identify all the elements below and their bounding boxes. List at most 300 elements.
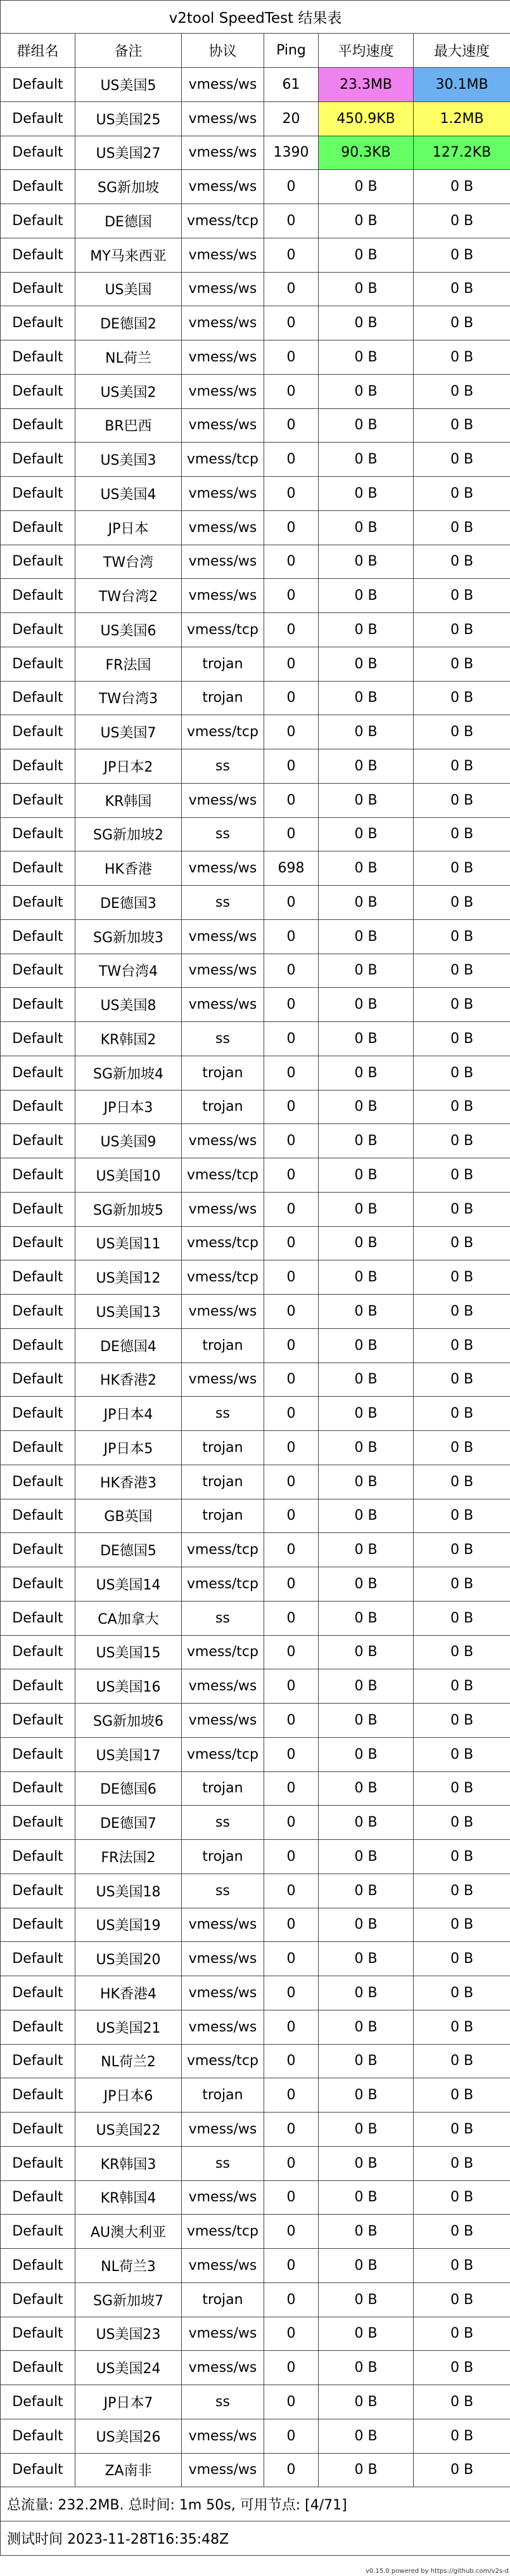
cell-avg-speed: 0 B <box>319 443 414 477</box>
cell-remark: KR韩国 <box>75 783 182 817</box>
cell-ping: 0 <box>264 510 319 545</box>
cell-group: Default <box>1 1362 75 1397</box>
cell-protocol: vmess/ws <box>182 238 264 272</box>
cell-max-speed: 0 B <box>414 443 510 477</box>
cell-ping: 0 <box>264 170 319 204</box>
cell-avg-speed: 0 B <box>319 510 414 545</box>
cell-protocol: trojan <box>182 2078 264 2113</box>
cell-ping: 61 <box>264 68 319 102</box>
col-header-group: 群组名 <box>1 34 75 68</box>
cell-protocol: trojan <box>182 1431 264 1465</box>
cell-group: Default <box>1 2351 75 2385</box>
cell-ping: 0 <box>264 1601 319 1635</box>
table-row <box>1 1771 510 1806</box>
cell-protocol: vmess/ws <box>182 170 264 204</box>
cell-protocol: ss <box>182 1874 264 1908</box>
cell-ping: 0 <box>264 919 319 954</box>
cell-avg-speed: 0 B <box>319 954 414 988</box>
test-time-text: 测试时间 2023-11-28T16:35:48Z <box>1 2521 510 2556</box>
cell-group: Default <box>1 579 75 613</box>
cell-remark: US美国10 <box>75 1158 182 1193</box>
cell-remark: SG新加坡3 <box>75 919 182 954</box>
cell-ping: 0 <box>264 1635 319 1669</box>
cell-group: Default <box>1 408 75 443</box>
cell-max-speed: 0 B <box>414 1908 510 1942</box>
cell-remark: JP日本5 <box>75 1431 182 1465</box>
cell-avg-speed: 0 B <box>319 1192 414 1226</box>
cell-avg-speed: 0 B <box>319 2146 414 2180</box>
cell-avg-speed: 0 B <box>319 2215 414 2249</box>
cell-group: Default <box>1 1431 75 1465</box>
cell-max-speed: 0 B <box>414 1295 510 1329</box>
cell-avg-speed: 0 B <box>319 2010 414 2044</box>
cell-avg-speed: 0 B <box>319 919 414 954</box>
cell-max-speed: 0 B <box>414 715 510 749</box>
cell-group: Default <box>1 1090 75 1124</box>
cell-protocol: vmess/tcp <box>182 1158 264 1193</box>
cell-max-speed: 0 B <box>414 2215 510 2249</box>
table-row <box>1 783 510 817</box>
cell-protocol: vmess/ws <box>182 1295 264 1329</box>
cell-group: Default <box>1 1328 75 1362</box>
table-row <box>1 272 510 306</box>
cell-ping: 0 <box>264 1158 319 1193</box>
table-row <box>1 1499 510 1533</box>
cell-avg-speed: 23.3MB <box>319 68 414 102</box>
cell-protocol: vmess/ws <box>182 919 264 954</box>
table-row <box>1 1806 510 1840</box>
cell-remark: HK香港 <box>75 851 182 886</box>
cell-remark: DE德国7 <box>75 1806 182 1840</box>
cell-ping: 0 <box>264 1056 319 1090</box>
cell-group: Default <box>1 1908 75 1942</box>
table-row <box>1 851 510 886</box>
cell-group: Default <box>1 1158 75 1193</box>
cell-ping: 0 <box>264 2215 319 2249</box>
cell-protocol: trojan <box>182 647 264 681</box>
col-header-protocol: 协议 <box>182 34 264 68</box>
cell-max-speed: 0 B <box>414 1533 510 1567</box>
cell-ping: 0 <box>264 613 319 647</box>
cell-max-speed: 0 B <box>414 1635 510 1669</box>
cell-ping: 0 <box>264 374 319 408</box>
cell-group: Default <box>1 170 75 204</box>
table-row <box>1 1090 510 1124</box>
cell-group: Default <box>1 2419 75 2453</box>
cell-group: Default <box>1 2044 75 2078</box>
cell-avg-speed: 0 B <box>319 1771 414 1806</box>
cell-max-speed: 0 B <box>414 1601 510 1635</box>
table-row <box>1 2215 510 2249</box>
cell-max-speed: 0 B <box>414 851 510 886</box>
cell-ping: 0 <box>264 408 319 443</box>
cell-avg-speed: 0 B <box>319 1874 414 1908</box>
cell-avg-speed: 0 B <box>319 1669 414 1704</box>
cell-ping: 0 <box>264 1669 319 1704</box>
cell-avg-speed: 0 B <box>319 374 414 408</box>
cell-protocol: vmess/ws <box>182 408 264 443</box>
cell-protocol: vmess/ws <box>182 510 264 545</box>
table-row <box>1 101 510 136</box>
cell-protocol: vmess/tcp <box>182 613 264 647</box>
cell-avg-speed: 0 B <box>319 1533 414 1567</box>
cell-ping: 0 <box>264 1976 319 2010</box>
cell-avg-speed: 0 B <box>319 783 414 817</box>
table-row <box>1 1874 510 1908</box>
cell-remark: DE德国5 <box>75 1533 182 1567</box>
cell-protocol: vmess/tcp <box>182 443 264 477</box>
cell-avg-speed: 90.3KB <box>319 136 414 170</box>
cell-remark: US美国11 <box>75 1226 182 1260</box>
table-row <box>1 2078 510 2113</box>
table-row <box>1 510 510 545</box>
table-row <box>1 919 510 954</box>
cell-group: Default <box>1 1226 75 1260</box>
cell-avg-speed: 0 B <box>319 2078 414 2113</box>
cell-remark: KR韩国4 <box>75 2180 182 2215</box>
cell-protocol: vmess/ws <box>182 1362 264 1397</box>
cell-remark: US美国8 <box>75 988 182 1022</box>
cell-ping: 0 <box>264 238 319 272</box>
cell-remark: US美国26 <box>75 2419 182 2453</box>
cell-max-speed: 0 B <box>414 2146 510 2180</box>
cell-remark: HK香港2 <box>75 1362 182 1397</box>
col-header-remark: 备注 <box>75 34 182 68</box>
cell-avg-speed: 0 B <box>319 204 414 238</box>
cell-ping: 0 <box>264 1295 319 1329</box>
cell-max-speed: 0 B <box>414 272 510 306</box>
cell-remark: JP日本 <box>75 510 182 545</box>
cell-remark: US美国25 <box>75 101 182 136</box>
cell-max-speed: 0 B <box>414 579 510 613</box>
cell-remark: US美国3 <box>75 443 182 477</box>
cell-group: Default <box>1 101 75 136</box>
cell-remark: KR韩国2 <box>75 1022 182 1056</box>
table-row <box>1 545 510 579</box>
cell-group: Default <box>1 204 75 238</box>
table-row <box>1 443 510 477</box>
cell-remark: DE德国6 <box>75 1771 182 1806</box>
cell-max-speed: 0 B <box>414 1397 510 1431</box>
table-row <box>1 1908 510 1942</box>
cell-group: Default <box>1 1704 75 1738</box>
cell-remark: DE德国4 <box>75 1328 182 1362</box>
cell-max-speed: 0 B <box>414 2010 510 2044</box>
cell-remark: US美国18 <box>75 1874 182 1908</box>
table-row <box>1 1942 510 1976</box>
cell-max-speed: 0 B <box>414 613 510 647</box>
cell-max-speed: 0 B <box>414 238 510 272</box>
cell-remark: US美国5 <box>75 68 182 102</box>
table-row <box>1 136 510 170</box>
cell-ping: 0 <box>264 340 319 375</box>
cell-protocol: trojan <box>182 1090 264 1124</box>
cell-avg-speed: 0 B <box>319 886 414 920</box>
cell-max-speed: 0 B <box>414 510 510 545</box>
cell-remark: TW台湾3 <box>75 681 182 715</box>
cell-max-speed: 0 B <box>414 2078 510 2113</box>
table-row <box>1 988 510 1022</box>
cell-avg-speed: 0 B <box>319 851 414 886</box>
cell-remark: US美国27 <box>75 136 182 170</box>
cell-group: Default <box>1 477 75 511</box>
cell-remark: JP日本4 <box>75 1397 182 1431</box>
cell-group: Default <box>1 886 75 920</box>
table-row <box>1 1124 510 1158</box>
cell-max-speed: 0 B <box>414 2282 510 2317</box>
cell-max-speed: 0 B <box>414 1499 510 1533</box>
cell-group: Default <box>1 1840 75 1874</box>
table-row <box>1 204 510 238</box>
cell-ping: 0 <box>264 1260 319 1295</box>
cell-remark: MY马来西亚 <box>75 238 182 272</box>
cell-group: Default <box>1 2282 75 2317</box>
cell-protocol: vmess/tcp <box>182 204 264 238</box>
cell-max-speed: 0 B <box>414 2385 510 2419</box>
cell-remark: DE德国2 <box>75 306 182 340</box>
cell-avg-speed: 0 B <box>319 545 414 579</box>
cell-avg-speed: 0 B <box>319 1328 414 1362</box>
cell-ping: 0 <box>264 1771 319 1806</box>
cell-max-speed: 0 B <box>414 1124 510 1158</box>
cell-max-speed: 0 B <box>414 2419 510 2453</box>
cell-group: Default <box>1 817 75 851</box>
cell-avg-speed: 0 B <box>319 1976 414 2010</box>
cell-avg-speed: 0 B <box>319 749 414 784</box>
cell-protocol: trojan <box>182 1465 264 1499</box>
table-row <box>1 2146 510 2180</box>
cell-max-speed: 0 B <box>414 2249 510 2283</box>
cell-avg-speed: 0 B <box>319 2044 414 2078</box>
cell-protocol: trojan <box>182 2282 264 2317</box>
cell-max-speed: 0 B <box>414 1737 510 1771</box>
cell-protocol: ss <box>182 1601 264 1635</box>
cell-protocol: vmess/ws <box>182 2113 264 2147</box>
cell-ping: 0 <box>264 477 319 511</box>
table-row <box>1 1669 510 1704</box>
cell-remark: US美国16 <box>75 1669 182 1704</box>
cell-protocol: vmess/ws <box>182 1976 264 2010</box>
cell-protocol: vmess/ws <box>182 2180 264 2215</box>
cell-remark: NL荷兰3 <box>75 2249 182 2283</box>
cell-max-speed: 0 B <box>414 919 510 954</box>
cell-remark: TW台湾4 <box>75 954 182 988</box>
cell-ping: 0 <box>264 443 319 477</box>
cell-group: Default <box>1 1635 75 1669</box>
cell-protocol: vmess/ws <box>182 851 264 886</box>
cell-remark: SG新加坡5 <box>75 1192 182 1226</box>
cell-remark: HK香港3 <box>75 1465 182 1499</box>
cell-group: Default <box>1 1874 75 1908</box>
cell-avg-speed: 0 B <box>319 1397 414 1431</box>
cell-max-speed: 127.2KB <box>414 136 510 170</box>
cell-group: Default <box>1 2215 75 2249</box>
cell-ping: 0 <box>264 1431 319 1465</box>
cell-avg-speed: 0 B <box>319 1806 414 1840</box>
cell-ping: 0 <box>264 272 319 306</box>
cell-remark: US美国21 <box>75 2010 182 2044</box>
cell-avg-speed: 450.9KB <box>319 101 414 136</box>
table-row <box>1 477 510 511</box>
cell-protocol: vmess/tcp <box>182 1226 264 1260</box>
cell-avg-speed: 0 B <box>319 170 414 204</box>
cell-group: Default <box>1 2078 75 2113</box>
col-header-ping: Ping <box>264 34 319 68</box>
cell-avg-speed: 0 B <box>319 579 414 613</box>
cell-avg-speed: 0 B <box>319 1704 414 1738</box>
cell-group: Default <box>1 647 75 681</box>
cell-protocol: vmess/ws <box>182 101 264 136</box>
cell-protocol: vmess/ws <box>182 1704 264 1738</box>
header-row <box>1 34 510 68</box>
cell-ping: 0 <box>264 2044 319 2078</box>
cell-group: Default <box>1 1771 75 1806</box>
cell-ping: 0 <box>264 1022 319 1056</box>
cell-remark: AU澳大利亚 <box>75 2215 182 2249</box>
cell-protocol: vmess/ws <box>182 783 264 817</box>
cell-ping: 1390 <box>264 136 319 170</box>
cell-ping: 0 <box>264 1874 319 1908</box>
cell-max-speed: 0 B <box>414 170 510 204</box>
cell-protocol: trojan <box>182 681 264 715</box>
cell-ping: 0 <box>264 681 319 715</box>
table-row <box>1 681 510 715</box>
cell-group: Default <box>1 272 75 306</box>
cell-ping: 0 <box>264 1737 319 1771</box>
cell-max-speed: 0 B <box>414 988 510 1022</box>
cell-max-speed: 0 B <box>414 340 510 375</box>
cell-remark: US美国12 <box>75 1260 182 1295</box>
cell-max-speed: 0 B <box>414 1090 510 1124</box>
cell-protocol: vmess/tcp <box>182 715 264 749</box>
cell-max-speed: 0 B <box>414 1260 510 1295</box>
cell-group: Default <box>1 954 75 988</box>
cell-protocol: vmess/ws <box>182 1908 264 1942</box>
table-row <box>1 1056 510 1090</box>
cell-protocol: vmess/tcp <box>182 1567 264 1602</box>
cell-protocol: vmess/ws <box>182 1669 264 1704</box>
table-row <box>1 408 510 443</box>
cell-remark: GB英国 <box>75 1499 182 1533</box>
cell-ping: 0 <box>264 1397 319 1431</box>
cell-ping: 698 <box>264 851 319 886</box>
cell-avg-speed: 0 B <box>319 1295 414 1329</box>
table-row <box>1 2385 510 2419</box>
table-row <box>1 647 510 681</box>
cell-protocol: ss <box>182 2385 264 2419</box>
cell-group: Default <box>1 919 75 954</box>
cell-max-speed: 0 B <box>414 1022 510 1056</box>
cell-remark: NL荷兰2 <box>75 2044 182 2078</box>
cell-group: Default <box>1 1397 75 1431</box>
cell-max-speed: 0 B <box>414 783 510 817</box>
cell-avg-speed: 0 B <box>319 2453 414 2487</box>
cell-group: Default <box>1 1737 75 1771</box>
cell-max-speed: 0 B <box>414 1362 510 1397</box>
cell-group: Default <box>1 1124 75 1158</box>
cell-ping: 0 <box>264 1124 319 1158</box>
cell-remark: JP日本6 <box>75 2078 182 2113</box>
cell-ping: 0 <box>264 1465 319 1499</box>
cell-protocol: trojan <box>182 1328 264 1362</box>
footer <box>0 2568 510 2576</box>
table-row <box>1 1192 510 1226</box>
cell-group: Default <box>1 238 75 272</box>
cell-max-speed: 0 B <box>414 681 510 715</box>
cell-ping: 0 <box>264 2419 319 2453</box>
cell-remark: US美国22 <box>75 2113 182 2147</box>
cell-remark: US美国23 <box>75 2317 182 2351</box>
table-row <box>1 1840 510 1874</box>
cell-ping: 0 <box>264 2180 319 2215</box>
cell-avg-speed: 0 B <box>319 1737 414 1771</box>
cell-ping: 0 <box>264 988 319 1022</box>
cell-protocol: vmess/tcp <box>182 1260 264 1295</box>
cell-remark: SG新加坡7 <box>75 2282 182 2317</box>
cell-protocol: ss <box>182 817 264 851</box>
cell-ping: 0 <box>264 2385 319 2419</box>
table-row <box>1 238 510 272</box>
table-row <box>1 1226 510 1260</box>
cell-group: Default <box>1 2249 75 2283</box>
cell-ping: 0 <box>264 306 319 340</box>
cell-remark: DE德国 <box>75 204 182 238</box>
cell-remark: SG新加坡4 <box>75 1056 182 1090</box>
cell-remark: JP日本3 <box>75 1090 182 1124</box>
cell-avg-speed: 0 B <box>319 2249 414 2283</box>
cell-group: Default <box>1 749 75 784</box>
cell-ping: 0 <box>264 1192 319 1226</box>
cell-ping: 0 <box>264 1840 319 1874</box>
cell-protocol: vmess/tcp <box>182 1635 264 1669</box>
cell-protocol: vmess/ws <box>182 1192 264 1226</box>
cell-remark: US美国14 <box>75 1567 182 1602</box>
cell-protocol: vmess/ws <box>182 2249 264 2283</box>
summary-text: 总流量: 232.2MB. 总时间: 1m 50s, 可用节点: [4/71] <box>1 2487 510 2521</box>
cell-protocol: trojan <box>182 1771 264 1806</box>
cell-group: Default <box>1 2010 75 2044</box>
cell-remark: US美国13 <box>75 1295 182 1329</box>
cell-ping: 0 <box>264 1704 319 1738</box>
cell-avg-speed: 0 B <box>319 2282 414 2317</box>
col-header-max-speed: 最大速度 <box>414 34 510 68</box>
cell-remark: US美国7 <box>75 715 182 749</box>
cell-protocol: vmess/tcp <box>182 1533 264 1567</box>
cell-ping: 0 <box>264 1942 319 1976</box>
cell-max-speed: 0 B <box>414 1942 510 1976</box>
cell-protocol: vmess/ws <box>182 579 264 613</box>
cell-avg-speed: 0 B <box>319 306 414 340</box>
cell-remark: ZA南非 <box>75 2453 182 2487</box>
table-row <box>1 1601 510 1635</box>
table-row <box>1 579 510 613</box>
cell-max-speed: 0 B <box>414 2317 510 2351</box>
table-row <box>1 340 510 375</box>
cell-max-speed: 0 B <box>414 749 510 784</box>
cell-max-speed: 0 B <box>414 1874 510 1908</box>
cell-group: Default <box>1 1192 75 1226</box>
cell-ping: 0 <box>264 2317 319 2351</box>
table-row <box>1 1431 510 1465</box>
cell-ping: 0 <box>264 954 319 988</box>
table-row <box>1 1022 510 1056</box>
cell-max-speed: 0 B <box>414 1431 510 1465</box>
cell-avg-speed: 0 B <box>319 647 414 681</box>
table-row <box>1 1976 510 2010</box>
cell-max-speed: 0 B <box>414 408 510 443</box>
cell-ping: 0 <box>264 2010 319 2044</box>
cell-ping: 0 <box>264 1567 319 1602</box>
